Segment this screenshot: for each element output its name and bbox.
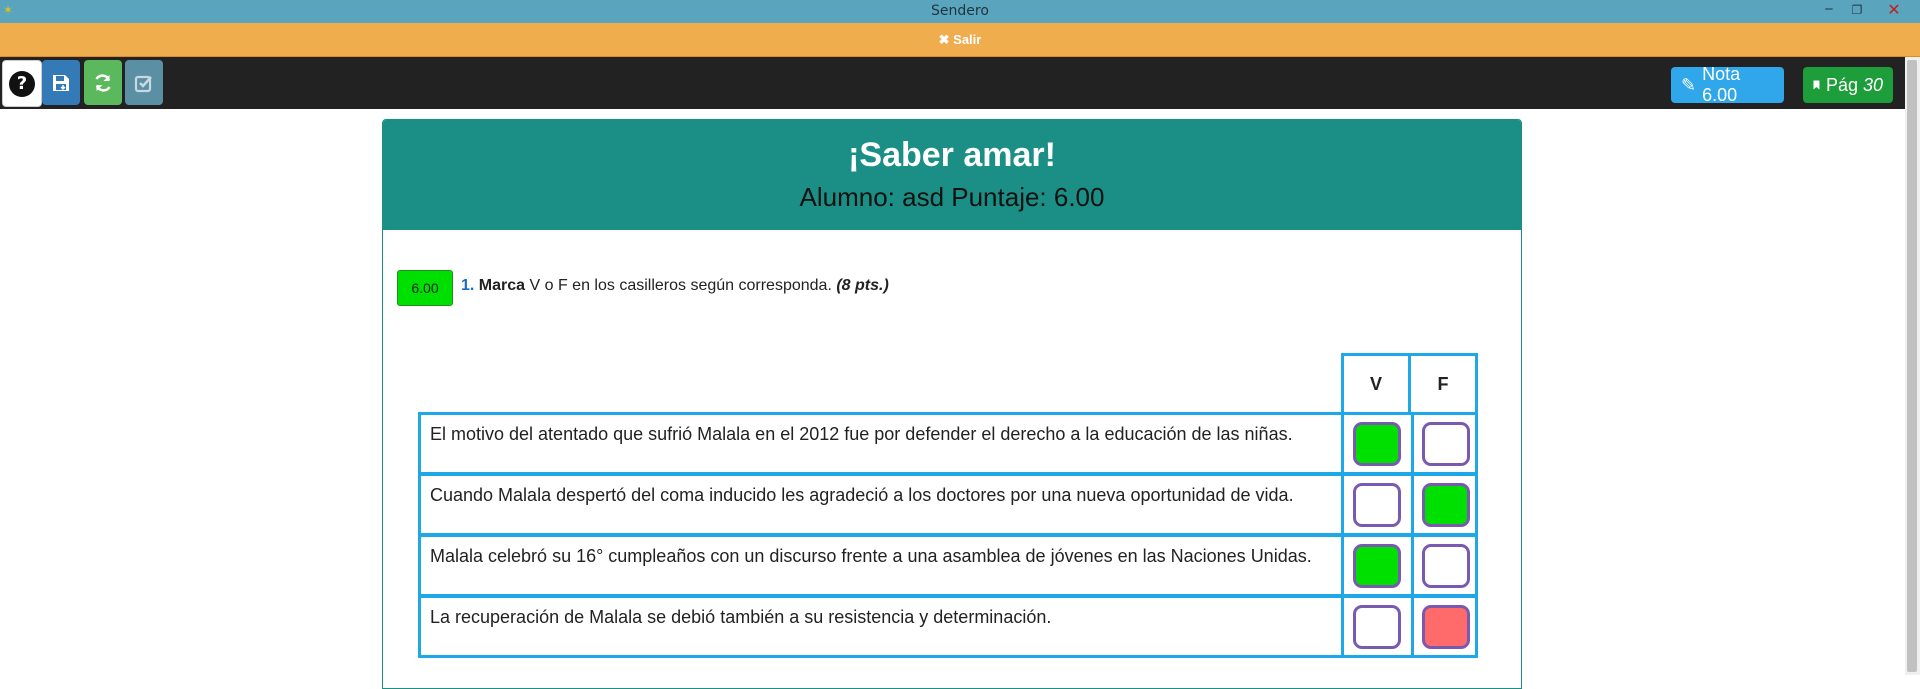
minimize-button[interactable]: ‒: [1824, 1, 1834, 17]
refresh-icon: [92, 72, 114, 94]
maximize-button[interactable]: ❐: [1851, 3, 1863, 17]
grade-button[interactable]: [1671, 64, 1784, 105]
question-number: 1.: [461, 277, 475, 294]
answer-box-v[interactable]: [1353, 422, 1401, 466]
close-button[interactable]: ✕: [1887, 0, 1901, 19]
check-icon: [133, 72, 155, 94]
window-title: Sendero: [931, 3, 989, 19]
page-button[interactable]: [1803, 67, 1893, 103]
column-divider: [1411, 473, 1414, 536]
student-score: Alumno: asd Puntaje: 6.00: [799, 182, 1105, 212]
answer-box-f[interactable]: [1422, 483, 1470, 527]
app-icon: ✶: [3, 3, 14, 17]
question-score-badge: 6.00: [397, 270, 453, 306]
page-label: Pág: [1825, 74, 1858, 95]
grade-label: Nota 6.00: [1702, 64, 1741, 105]
answer-box-f[interactable]: [1422, 544, 1470, 588]
answer-box-f[interactable]: [1422, 422, 1470, 466]
page-number: 30: [1862, 74, 1883, 95]
column-divider: [1341, 595, 1344, 658]
answer-box-v[interactable]: [1353, 483, 1401, 527]
question-instructions: V o F en los casilleros según corresponda.: [529, 277, 832, 294]
table-row: [418, 534, 1478, 597]
bookmark-icon: [1813, 75, 1820, 95]
table-row: [418, 595, 1478, 658]
table-row: [418, 473, 1478, 536]
question-verb: Marca: [478, 277, 526, 294]
activity-card: [382, 119, 1522, 689]
toolbar: [0, 57, 1905, 109]
statement-text: El motivo del atentado que sufrió Malala en el 2012 fue por defender el derecho a la educación de las niñas.: [430, 424, 1293, 444]
help-button[interactable]: [2, 60, 42, 107]
statement-text: Cuando Malala despertó del coma inducido les agradeció a los doctores por una nueva oportunidad de vida.: [430, 485, 1294, 505]
table-row: [418, 412, 1478, 475]
answer-box-v[interactable]: [1353, 544, 1401, 588]
save-icon: [50, 72, 72, 94]
statement-text: Malala celebró su 16° cumpleaños con un discurso frente a una asamblea de jóvenes en las Naciones Unidas.: [430, 546, 1312, 566]
refresh-button[interactable]: [84, 60, 122, 105]
statement-text: La recuperación de Malala se debió también a su resistencia y determinación.: [430, 607, 1052, 627]
column-divider: [1341, 534, 1344, 597]
exit-bar: [0, 23, 1920, 57]
exit-button[interactable]: ✖ Salir: [938, 32, 982, 47]
answer-box-v[interactable]: [1353, 605, 1401, 649]
column-header-f: F: [1408, 353, 1478, 415]
pencil-icon: ✎: [1681, 74, 1697, 96]
question-icon: ?: [9, 71, 35, 97]
card-header: [383, 120, 1521, 230]
column-header-v: V: [1341, 353, 1411, 415]
check-button[interactable]: [125, 60, 163, 105]
activity-title: ¡Saber amar!: [848, 136, 1056, 174]
column-divider: [1341, 473, 1344, 536]
column-divider: [1411, 412, 1414, 475]
column-divider: [1341, 412, 1344, 475]
answer-box-f[interactable]: [1422, 605, 1470, 649]
scrollbar-thumb[interactable]: [1907, 60, 1917, 672]
question-points: (8 pts.): [836, 277, 889, 294]
question-text: [461, 277, 889, 295]
column-divider: [1411, 595, 1414, 658]
save-button[interactable]: [42, 60, 80, 105]
column-divider: [1411, 534, 1414, 597]
window-titlebar: [0, 0, 1920, 23]
